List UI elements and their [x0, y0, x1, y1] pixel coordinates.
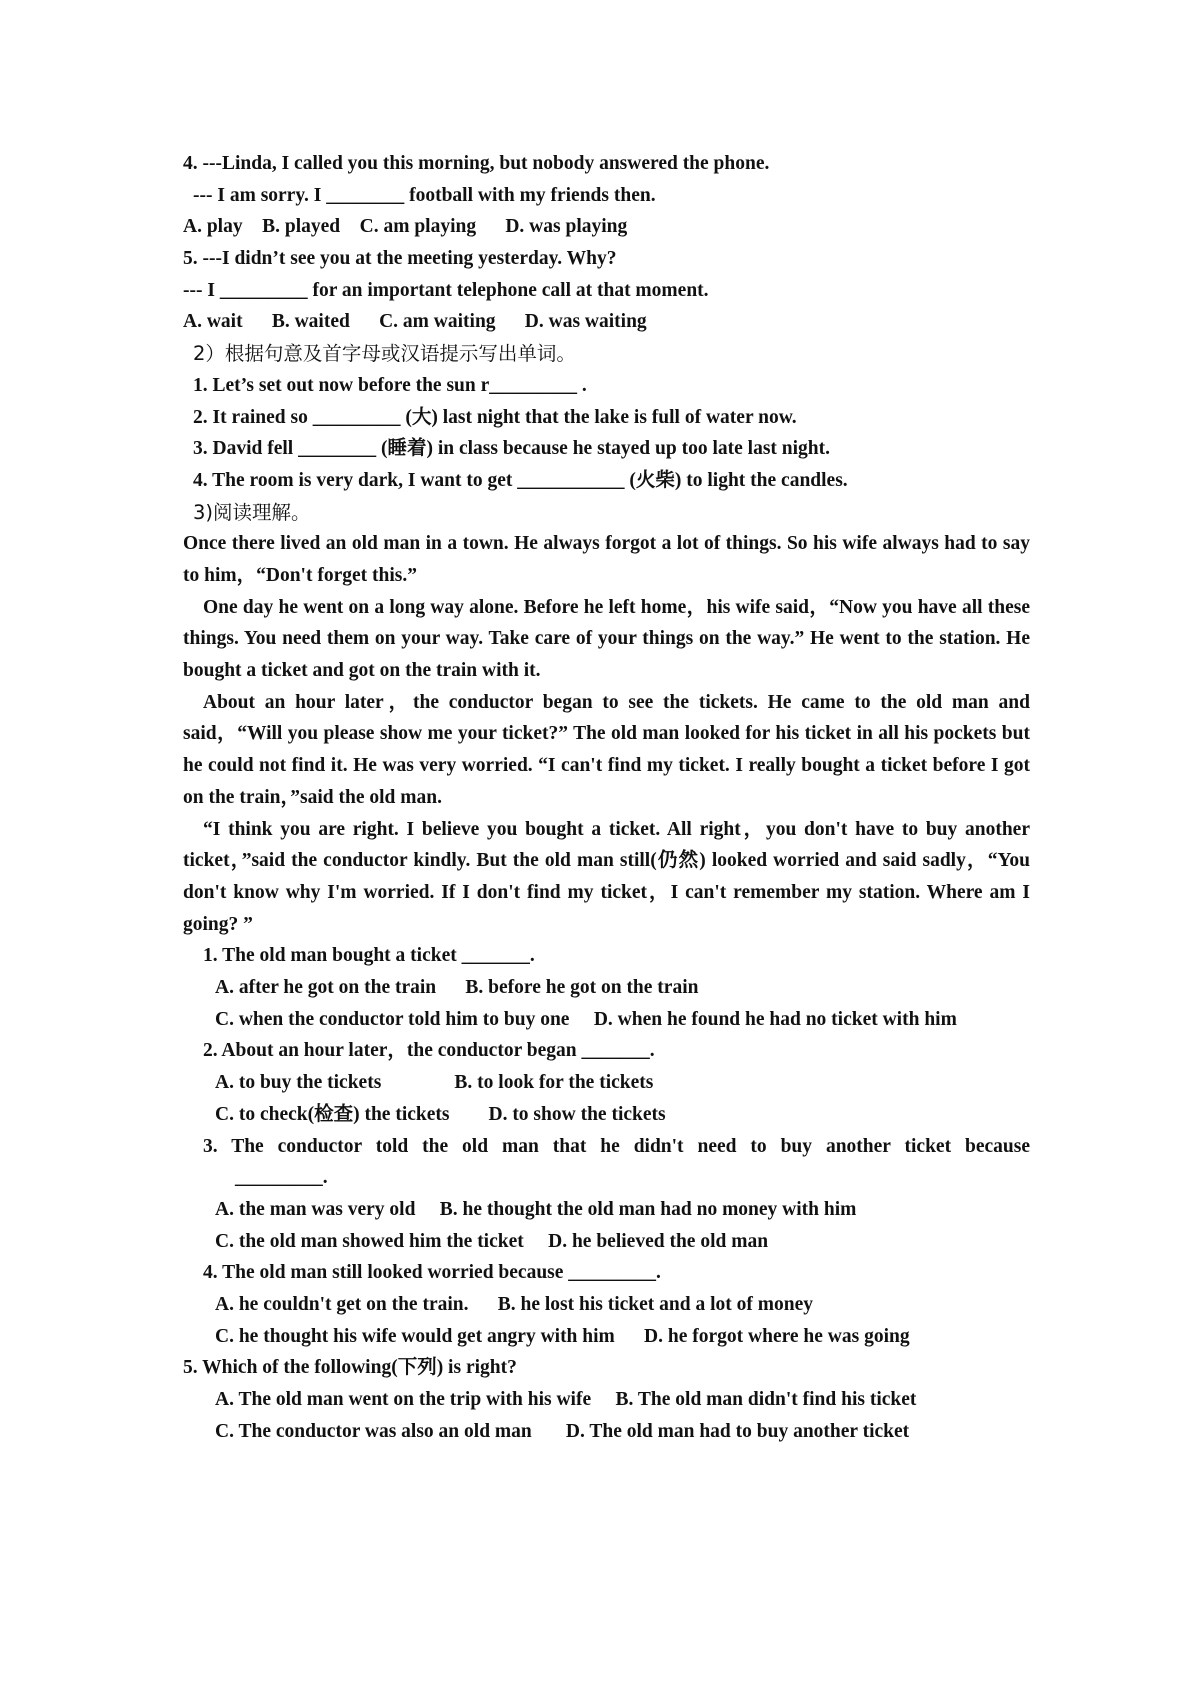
reading-question-4-options-cd: C. he thought his wife would get angry with him D. he forgot where he was going — [215, 1325, 910, 1347]
passage-paragraph-3: About an hour later，the conductor began to see the tickets. He came to the old man and said，“Will you please show me your ticket?” The old man looked for his ticket in all his pockets but he could not find it. He was very worried. “I can't find my ticket. I really bought a ticket before I got on the train，”said the old man. — [183, 691, 1030, 808]
question-4-stem: 4. ---Linda, I called you this morning, but nobody answered the phone. — [183, 153, 770, 174]
question-5-options: A. wait B. waited C. am waiting D. was waiting — [183, 311, 647, 333]
fill-item-4: 4. The room is very dark, I want to get ___________ (火柴) to light the candles. — [193, 469, 848, 491]
question-5-reply: --- I _________ for an important telephone call at that moment. — [183, 279, 709, 301]
reading-question-1: 1. The old man bought a ticket _______. — [203, 945, 535, 967]
reading-question-3-blank: _________. — [235, 1167, 328, 1189]
reading-question-4-options-ab: A. he couldn't get on the train. B. he lost his ticket and a lot of money — [215, 1293, 814, 1315]
reading-question-5: 5. Which of the following(下列) is right? — [183, 1357, 517, 1379]
reading-question-1-options-cd: C. when the conductor told him to buy one D. when he found he had no ticket with him — [215, 1008, 957, 1030]
reading-question-5-options-ab: A. The old man went on the trip with his wife B. The old man didn't find his ticket — [215, 1389, 917, 1411]
reading-question-3-options-cd: C. the old man showed him the ticket D. he believed the old man — [215, 1230, 769, 1252]
question-4-options: A. play B. played C. am playing D. was playing — [183, 216, 628, 238]
fill-item-2: 2. It rained so _________ (大) last night that the lake is full of water now. — [193, 406, 797, 428]
fill-item-3: 3. David fell ________ (睡着) in class because he stayed up too late last night. — [193, 438, 831, 460]
question-4-reply: --- I am sorry. I ________ football with my friends then. — [193, 184, 656, 206]
reading-question-1-options-ab: A. after he got on the train B. before he got on the train — [215, 977, 699, 999]
reading-question-2: 2. About an hour later，the conductor began _______. — [203, 1040, 655, 1062]
reading-question-3: 3. The conductor told the old man that he didn't need to buy another ticket because — [203, 1135, 1030, 1157]
reading-question-2-options-cd: C. to check(检查) the tickets D. to show the tickets — [215, 1103, 666, 1125]
passage-paragraph-1: Once there lived an old man in a town. He always forgot a lot of things. So his wife always had to say to him，“Don't forget this.” — [183, 533, 1030, 586]
reading-question-2-options-ab: A. to buy the tickets B. to look for the tickets — [215, 1072, 654, 1094]
reading-question-5-options-cd: C. The conductor was also an old man D. The old man had to buy another ticket — [215, 1420, 910, 1442]
reading-question-3-options-ab: A. the man was very old B. he thought the old man had no money with him — [215, 1198, 857, 1220]
fill-item-1: 1. Let’s set out now before the sun r_________ . — [193, 374, 587, 396]
reading-question-4: 4. The old man still looked worried because _________. — [203, 1262, 661, 1284]
question-5-stem: 5. ---I didn’t see you at the meeting yesterday. Why? — [183, 248, 617, 270]
worksheet-page — [183, 148, 1030, 1447]
section-2-heading: 2）根据句意及首字母或汉语提示写出单词。 — [193, 342, 576, 366]
passage-paragraph-2: One day he went on a long way alone. Before he left home，his wife said，“Now you have all these things. You need them on your way. Take care of your things on the way.” He went to the station. He bought a ticket and got on the train with it. — [183, 596, 1030, 682]
passage-paragraph-4: “I think you are right. I believe you bought a ticket. All right，you don't have to buy another ticket，”said the conductor kindly. But the old man still(仍然) looked worried and said sadly，“You don't know why I'm worried. If I don't find my ticket，I can't remember my station. Where am I going? ” — [183, 818, 1030, 935]
section-3-heading: 3)阅读理解。 — [193, 500, 311, 524]
